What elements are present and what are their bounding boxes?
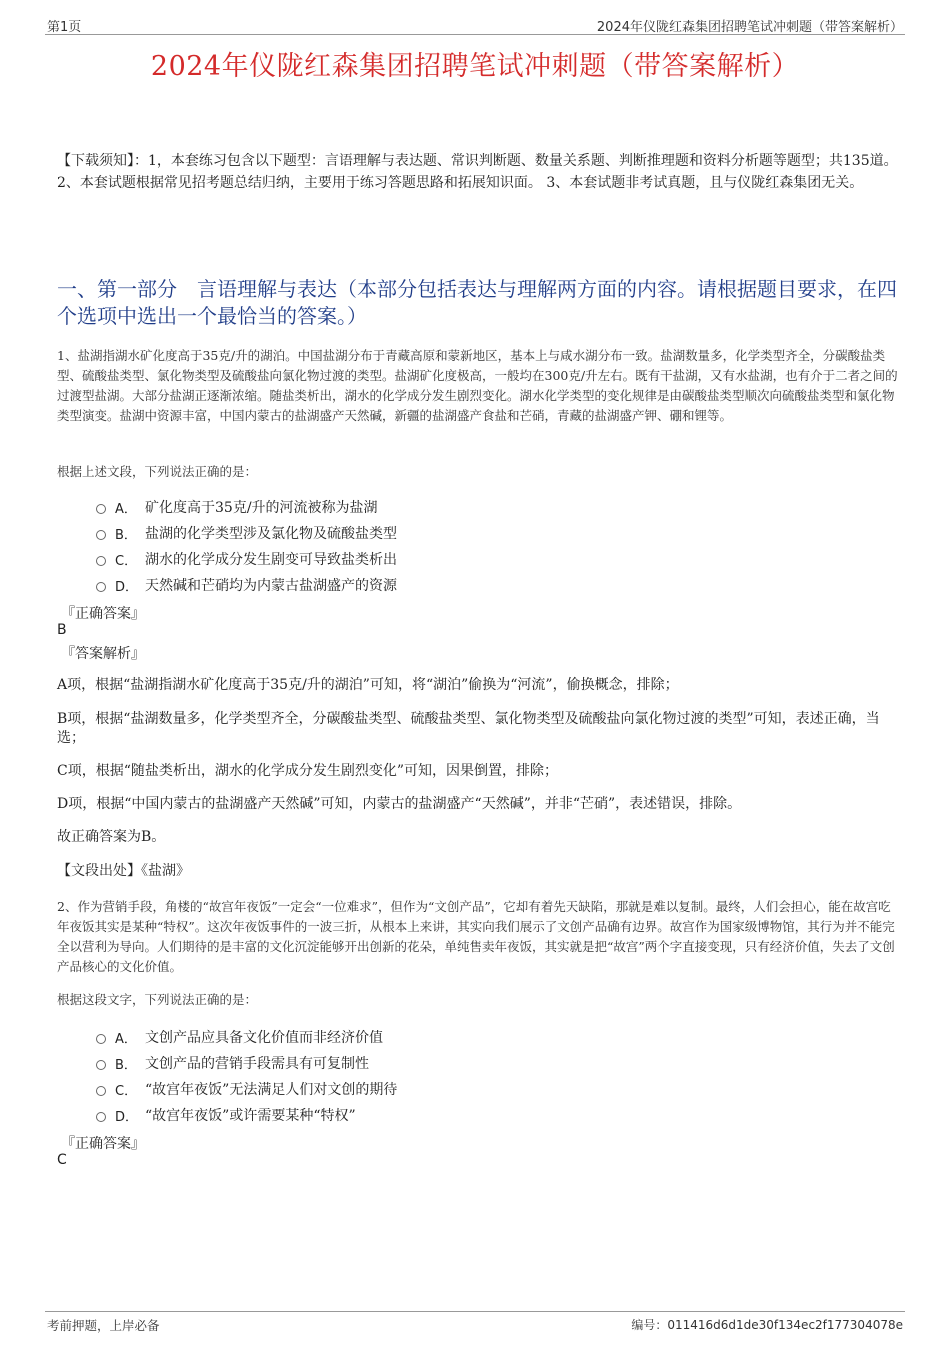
option-letter: D． (115, 579, 139, 595)
q1-option-d[interactable] (96, 575, 397, 595)
running-header-title: 2024年仪陇红森集团招聘笔试冲刺题（带答案解析） (596, 20, 903, 35)
q1-option-a[interactable] (96, 497, 378, 517)
q2-option-a[interactable] (96, 1027, 383, 1047)
footer-slogan: 考前押题，上岸必备 (47, 1318, 160, 1333)
option-text: “故宫年夜饭”无法满足人们对文创的期待 (145, 1082, 398, 1098)
q2-option-c[interactable] (96, 1079, 397, 1099)
q1-analysis-c: C项，根据“随盐类析出，湖水的化学成分发生剧烈变化”可知，因果倒置，排除； (57, 763, 559, 779)
q2-answer: C (57, 1152, 67, 1168)
q1-answer: B (57, 622, 67, 638)
download-notice: 【下载须知】：1，本套练习包含以下题型：言语理解与表达题、常识判断题、数量关系题、判断推理题和资料分析题等题型；共135道。 2、本套试题根据常见招考题总结归纳，主要用于练习答题思路和拓展知识面。 3、本套试题非考试真题，且与仪陇红森集团无关。 (57, 153, 898, 191)
option-text: 矿化度高于35克/升的河流被称为盐湖 (145, 500, 378, 516)
q1-conclusion: 故正确答案为B。 (57, 829, 166, 845)
section-heading: 一、第一部分 言语理解与表达（本部分包括表达与理解两方面的内容。请根据题目要求，在四个选项中选出一个最恰当的答案。） (57, 277, 897, 328)
document-title: 2024年仪陇红森集团招聘笔试冲刺题（带答案解析） (150, 51, 800, 82)
q1-stem: 1、盐湖指湖水矿化度高于35克/升的湖泊。中国盐湖分布于青藏高原和蒙新地区，基本上与咸水湖分布一致。盐湖数量多，化学类型齐全，分碳酸盐类型、硫酸盐类型、氯化物类型及硫酸盐向氯化物过渡的类型。盐湖矿化度极高，一般均在300克/升左右。既有干盐湖，又有水盐湖，也有介于二者之间的过渡型盐湖。大部分盐湖正逐渐浓缩。随盐类析出，湖水的化学成分发生剧烈变化。湖水化学类型的变化规律是由碳酸盐类型顺次向硫酸盐类型和氯化物类型演变。盐湖中资源丰富，中国内蒙古的盐湖盛产天然碱，新疆的盐湖盛产食盐和芒硝，青藏的盐湖盛产钾、硼和锂等。 (57, 348, 898, 423)
option-text: 湖水的化学成分发生剧变可导致盐类析出 (145, 552, 397, 568)
radio-icon[interactable] (96, 582, 106, 592)
q1-analysis-a: A项，根据“盐湖指湖水矿化度高于35克/升的湖泊”可知，将“湖泊”偷换为“河流”，偷换概念，排除； (57, 677, 679, 693)
header-divider (45, 34, 905, 35)
q2-option-b[interactable] (96, 1053, 369, 1073)
option-letter: D． (115, 1109, 139, 1125)
q1-analysis-d: D项，根据“中国内蒙古的盐湖盛产天然碱”可知，内蒙古的盐湖盛产“天然碱”，并非“芒硝”，表述错误，排除。 (57, 796, 742, 812)
page-number: 第1页 (47, 20, 82, 35)
radio-icon[interactable] (96, 1086, 106, 1096)
option-text: 文创产品的营销手段需具有可复制性 (145, 1056, 369, 1072)
option-letter: C． (115, 1083, 138, 1099)
option-letter: A． (115, 501, 137, 517)
radio-icon[interactable] (96, 504, 106, 514)
q1-option-c[interactable] (96, 549, 397, 569)
option-letter: B． (115, 1057, 137, 1073)
option-letter: C． (115, 553, 138, 569)
radio-icon[interactable] (96, 530, 106, 540)
option-text: “故宫年夜饭”或许需要某种“特权” (145, 1108, 356, 1124)
q1-prompt: 根据上述文段，下列说法正确的是： (57, 464, 258, 479)
radio-icon[interactable] (96, 556, 106, 566)
q1-analysis-b: B项，根据“盐湖数量多，化学类型齐全，分碳酸盐类型、硫酸盐类型、氯化物类型及硫酸盐向氯化物过渡的类型”可知，表述正确，当选； (57, 711, 880, 746)
option-letter: A． (115, 1031, 137, 1047)
option-text: 文创产品应具备文化价值而非经济价值 (145, 1030, 383, 1046)
radio-icon[interactable] (96, 1034, 106, 1044)
q2-prompt: 根据这段文字，下列说法正确的是： (57, 992, 258, 1007)
q1-option-b[interactable] (96, 523, 397, 543)
footer-doc-id: 编号：011416d6d1de30f134ec2f177304078e (631, 1318, 903, 1332)
q1-source: 【文段出处】《盐湖》 (57, 863, 190, 879)
q2-stem: 2、作为营销手段，角楼的“故宫年夜饭”一定会“一位难求”，但作为“文创产品”，它却有着先天缺陷，那就是难以复制。最终，人们会担心，能在故宫吃年夜饭其实是某种“特权”。这次年夜饭事件的一波三折，从根本上来讲，其实向我们展示了文创产品确有边界。故宫作为国家级博物馆，其行为并不能完全以营利为导向。人们期待的是丰富的文化沉淀能够开出创新的花朵，单纯售卖年夜饭，其实就是把“故宫”两个字直接变现，只有经济价值，失去了文创产品核心的文化价值。 (57, 899, 895, 974)
q1-analysis-label: 『答案解析』 (61, 646, 145, 662)
q2-answer-label: 『正确答案』 (61, 1136, 145, 1152)
option-text: 盐湖的化学类型涉及氯化物及硫酸盐类型 (145, 526, 397, 542)
footer-divider (45, 1311, 905, 1312)
radio-icon[interactable] (96, 1112, 106, 1122)
q1-answer-label: 『正确答案』 (61, 606, 145, 622)
option-text: 天然碱和芒硝均为内蒙古盐湖盛产的资源 (145, 578, 397, 594)
q2-option-d[interactable] (96, 1105, 356, 1125)
radio-icon[interactable] (96, 1060, 106, 1070)
option-letter: B． (115, 527, 137, 543)
